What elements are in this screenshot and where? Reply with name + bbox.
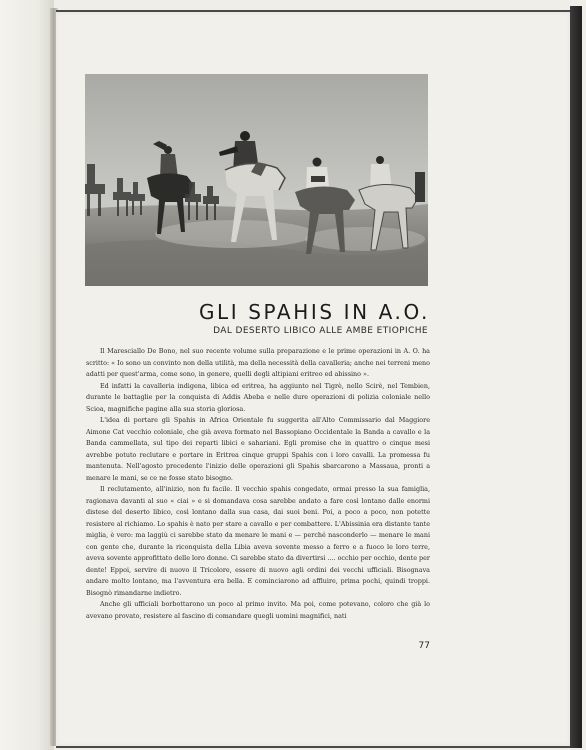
- book-cover-edge: [570, 6, 582, 748]
- article-title: GLI SPAHIS IN A.O.: [198, 300, 430, 324]
- facing-page-edge: [0, 0, 54, 750]
- body-paragraph: Il reclutamento, all'inizio, non fu facile. Il vecchio spahis congedato, ormai presso la sua famiglia, ragionava davanti al suo « ciai » e si domandava cosa sarebbe andato a fare così lontano dalle enormi distese del deserto libico, così lontano dalla sua casa, dai suoi beni. Poi, a poco a poco, non potette resistere al richiamo. Lo spahis è nato per stare a cavallo e per combattere. L'Abissinia era distante tante miglia, è vero: ma laggiù ci sarebbe stato da menare le mani e — perché nasconderlo — menare le mani con gente che, durante la riconquista della Libia aveva sovente messo a ferro e a fuoco le loro terre, aveva sovente approfittato delle loro donne. Ci sarebbe stato da divertirsi .... occhio per occhio, dente per dente! Eppoi, servire di nuovo il Tricolore, essere di nuovo agli ordini dei vecchi ufficiali. Bisognava andare molto lontano, ma l'avventura era bella. E cominciarono ad affluire, prima pochi, quindi troppi. Bisognò rimandarne indietro.: [86, 485, 430, 597]
- body-paragraph: L'idea di portare gli Spahis in Africa Orientale fu suggerita all'Alto Commissario dal Maggiore Aimone Cat vecchio coloniale, che già aveva formato nel Bassopiano Occidentale la Banda a cavallo e la Banda cammellata, sul tipo dei reparti libici e sahariani. Egli promise che in quattro o cinque mesi avrebbe potuto reclutare e portare in Eritrea cinque gruppi Spahis con i loro cavalli. La promessa fu mantenuta. Nell'agosto precedente l'inizio delle operazioni gli Spahis sbarcarono a Massaua, pronti a menare le mani, se ce ne fosse stato bisogno.: [86, 416, 430, 482]
- body-paragraph: Il Maresciallo De Bono, nel suo recente volume sulla preparazione e le prime operazioni in A. O. ha scritto: « Io sono un convinto non della utilità, ma della necessità della cavalleria; anche nei terreni meno adatti per quest'arma, come sono, in genere, quelli degli altipiani eritreo ed abissino ».: [86, 347, 430, 378]
- body-paragraph: Anche gli ufficiali borbottarono un poco al primo invito. Ma poi, come potevano, coloro che già lo avevano provato, resistere al fascino di comandare quegli uomini magnifici, nati: [86, 600, 430, 620]
- page-number: 77: [418, 641, 430, 651]
- cavalry-charge-photo: [85, 74, 428, 286]
- article-body: [86, 346, 430, 622]
- article-subtitle: DAL DESERTO LIBICO ALLE AMBE ETIOPICHE: [213, 326, 428, 336]
- body-paragraph: Ed infatti la cavalleria indigena, libica ed eritrea, ha aggiunto nel Tigrè, nello Scirè, nel Tembien, durante le battaglie per la conquista di Addis Abeba e nelle dure operazioni di polizia coloniale nello Scioa, magnifiche pagine alla sua storia gloriosa.: [86, 381, 430, 413]
